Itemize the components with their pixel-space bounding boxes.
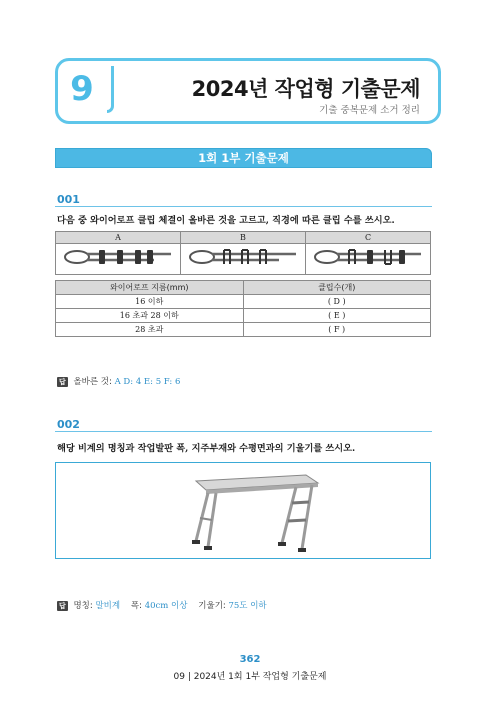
- wire-rope-clip-illustration-a: [59, 245, 177, 269]
- question-number-002: 002: [57, 418, 80, 431]
- table-row: [56, 323, 431, 337]
- question-number-001: 001: [57, 193, 80, 206]
- wire-rope-clip-illustration-c: [309, 245, 427, 269]
- answer-002: [57, 599, 267, 611]
- option-image-b: [181, 244, 306, 275]
- page-number: 362: [239, 654, 261, 665]
- chapter-subtitle: 기출 중복문제 소거 정리: [319, 105, 420, 116]
- clip-table-cell: ( F ): [243, 323, 431, 337]
- section-title-bar: [55, 148, 432, 168]
- question-divider-002: [55, 431, 432, 432]
- answer-width-value: 40cm 이상: [144, 601, 188, 611]
- option-image-a: [56, 244, 181, 275]
- answer-slope-label: 기울기:: [198, 601, 226, 611]
- chapter-title: 2024년 작업형 기출문제: [191, 77, 420, 101]
- option-header-a: A: [56, 232, 181, 244]
- chapter-divider: [107, 66, 114, 113]
- clip-count-table: [55, 280, 431, 337]
- table-row: [56, 295, 431, 309]
- option-header-c: C: [306, 232, 431, 244]
- answer-name-value: 말비계: [95, 601, 121, 611]
- answer-tag: 답: [59, 602, 66, 610]
- answer-slope-value: 75도 이하: [228, 601, 267, 611]
- answer-label: 올바른 것:: [73, 377, 112, 387]
- clip-table-cell: 28 초과: [56, 323, 244, 337]
- chapter-number: 9: [70, 69, 94, 109]
- wire-rope-clip-illustration-b: [184, 245, 302, 269]
- section-title: 1회 1부 기출문제: [198, 151, 289, 165]
- clip-table-cell: ( D ): [243, 295, 431, 309]
- table-row: [56, 309, 431, 323]
- option-header-b: B: [181, 232, 306, 244]
- scaffold-image-frame: [55, 462, 431, 559]
- rope-clip-options-table: [55, 231, 431, 275]
- answer-001: [57, 375, 180, 387]
- question-text-001: 다음 중 와이어로프 클립 체결이 올바른 것을 고르고, 직경에 따른 클립 수를 쓰시오.: [57, 215, 395, 226]
- answer-width-label: 폭:: [130, 601, 142, 611]
- option-image-c: [306, 244, 431, 275]
- answer-tag: 답: [59, 378, 66, 386]
- trestle-scaffold-illustration: [56, 463, 430, 558]
- answer-value: A D: 4 E: 5 F: 6: [114, 377, 181, 387]
- clip-table-header-count: 클립수(개): [243, 281, 431, 295]
- question-divider-001: [55, 206, 432, 207]
- clip-table-cell: 16 이하: [56, 295, 244, 309]
- page-footer: 09 | 2024년 1회 1부 작업형 기출문제: [173, 672, 327, 682]
- clip-table-header-diameter: 와이어로프 지름(mm): [56, 281, 244, 295]
- clip-table-cell: 16 초과 28 이하: [56, 309, 244, 323]
- question-text-002: 해당 비계의 명칭과 작업발판 폭, 지주부재와 수평면과의 기울기를 쓰시오.: [57, 443, 356, 454]
- answer-name-label: 명칭:: [73, 601, 93, 611]
- clip-table-cell: ( E ): [243, 309, 431, 323]
